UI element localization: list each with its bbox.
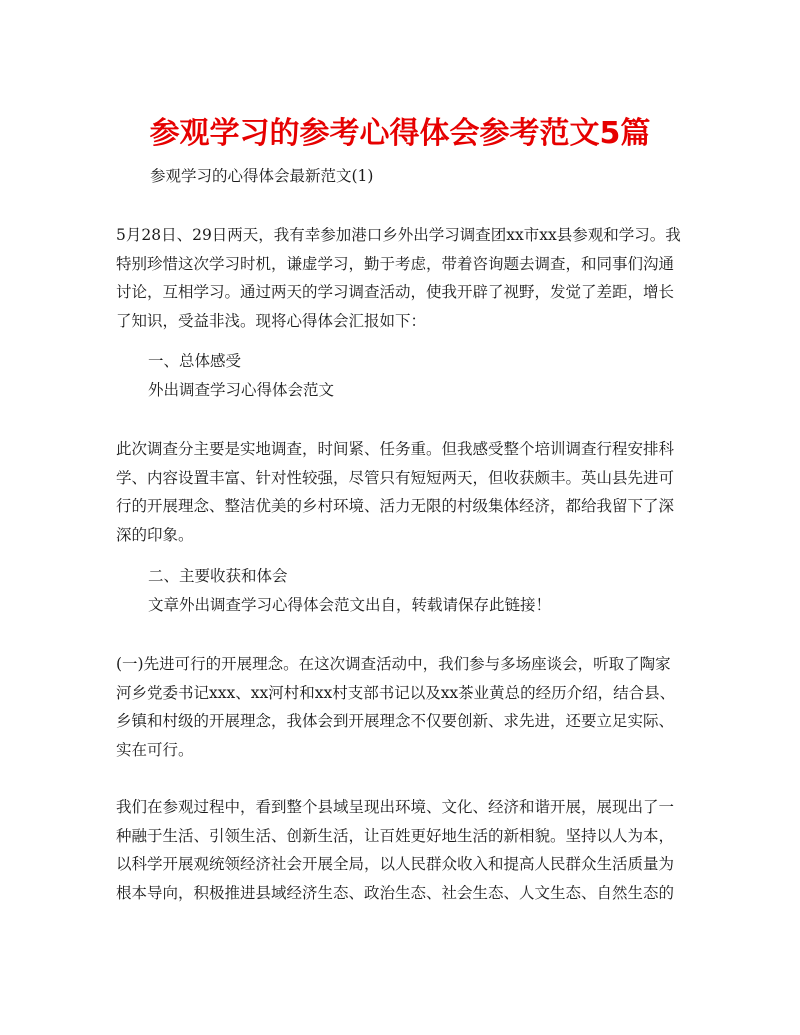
paragraph-line: (一)先进可行的开展理念。在这次调查活动中，我们参与多场座谈会，听取了陶家 — [116, 655, 671, 673]
paragraph-line: 河乡党委书记xxx、xx河村和xx村支部书记以及xx茶业黄总的经历介绍，结合县、 — [116, 683, 676, 702]
reference-line-2: 文章外出调查学习心得体会范文出自，转载请保存此链接！ — [148, 596, 552, 614]
document-subtitle: 参观学习的心得体会最新范文(1) — [150, 167, 374, 185]
paragraph-line: 深的印象。 — [116, 525, 194, 544]
paragraph-line: 种融于生活、引领生活、创新生活，让百姓更好地生活的新相貌。坚持以人为本， — [116, 826, 675, 845]
paragraph-line: 了知识，受益非浅。现将心得体会汇报如下： — [116, 311, 427, 330]
paragraph-line: 实在可行。 — [116, 740, 194, 759]
document-title: 参观学习的参考心得体会参考范文5篇 — [149, 116, 651, 151]
paragraph-1 — [116, 221, 692, 335]
paragraph-line: 行的开展理念、整洁优美的乡村环境、活力无限的村级集体经济，都给我留下了深 — [116, 497, 675, 515]
paragraph-4 — [116, 793, 692, 907]
reference-line-1: 外出调查学习心得体会范文 — [148, 381, 335, 399]
paragraph-line: 以科学开展观统领经济社会开展全局，以人民群众收入和提高人民群众生活质量为 — [116, 855, 675, 873]
paragraph-line: 根本导向，积极推进县域经济生态、政治生态、社会生态、人文生态、自然生态的 — [116, 883, 675, 902]
paragraph-line: 讨论，互相学习。通过两天的学习调查活动，使我开辟了视野，发觉了差距，增长 — [116, 283, 675, 301]
paragraph-line: 此次调查分主要是实地调查，时间紧、任务重。但我感受整个培训调查行程安排科 — [116, 440, 675, 458]
paragraph-line: 乡镇和村级的开展理念，我体会到开展理念不仅要创新、求先进，还要立足实际、 — [116, 712, 675, 730]
paragraph-line: 特别珍惜这次学习时机，谦虚学习，勤于考虑，带着咨询题去调查，和同事们沟通 — [116, 254, 675, 273]
paragraph-line: 学、内容设置丰富、针对性较强，尽管只有短短两天，但收获颇丰。英山县先进可 — [116, 468, 675, 487]
paragraph-3 — [116, 650, 692, 764]
paragraph-line: 5月28日、29日两天，我有幸参加港口乡外出学习调查团xx市xx县参观和学习。我 — [116, 226, 681, 244]
section-heading-1: 一、总体感受 — [148, 352, 242, 370]
section-heading-2: 二、主要收获和体会 — [148, 567, 288, 585]
paragraph-line: 我们在参观过程中，看到整个县域呈现出环境、文化、经济和谐开展，展现出了一 — [116, 798, 675, 816]
paragraph-2 — [116, 435, 692, 549]
